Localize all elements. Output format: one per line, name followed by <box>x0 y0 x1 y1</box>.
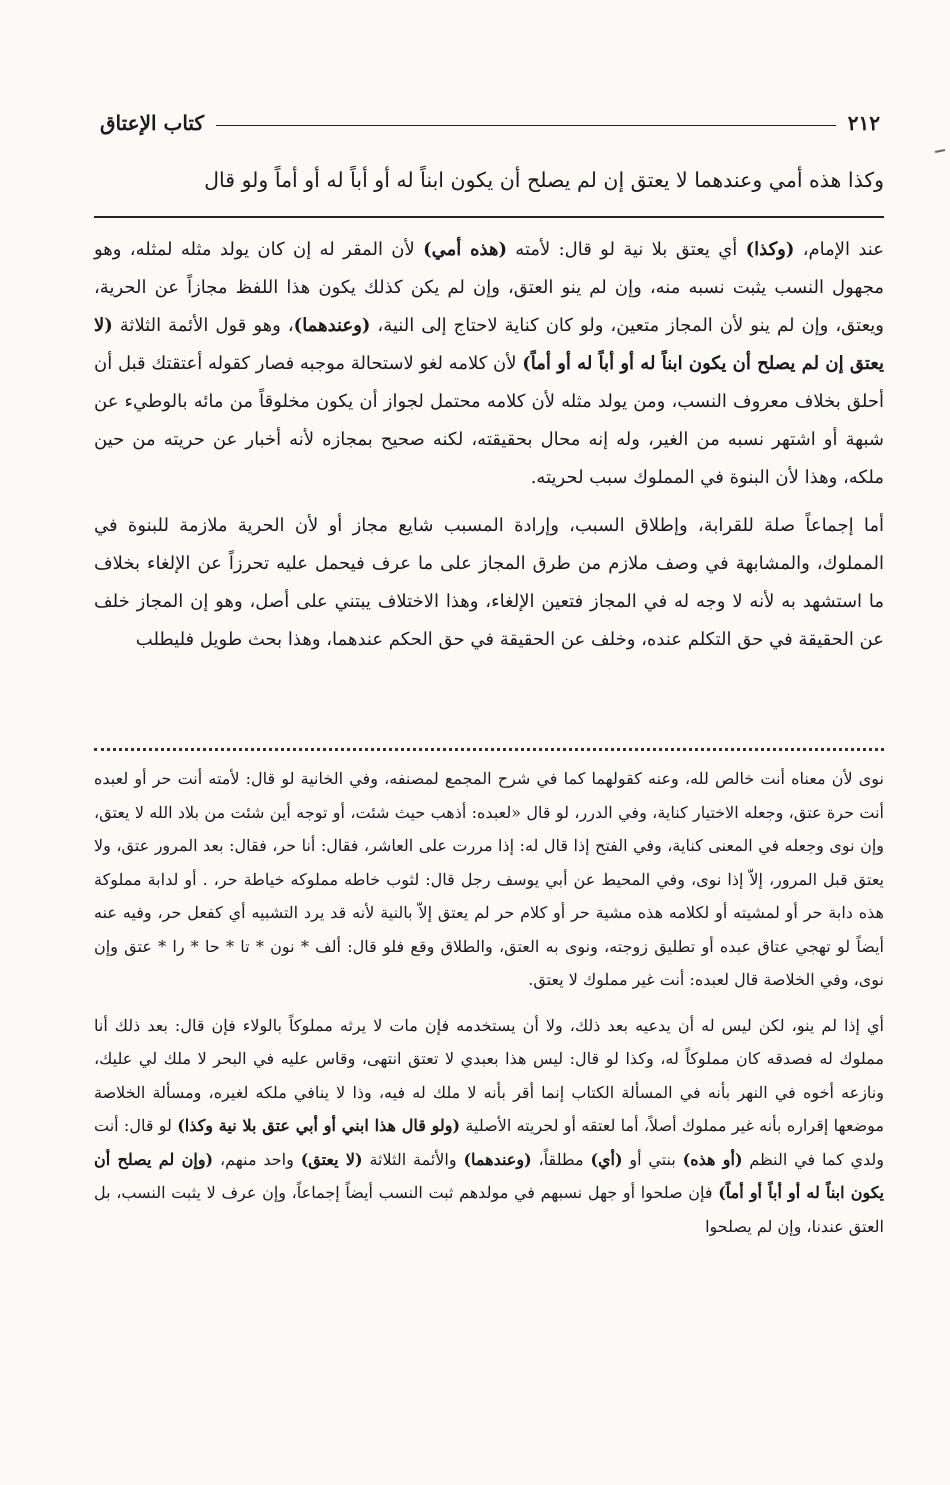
footnote-paragraph <box>94 1009 884 1244</box>
matn-quote: (ولو قال هذا ابني أو أبي عتق بلا نية وكذا) <box>177 1116 461 1135</box>
text-run: بنتي أو <box>622 1149 683 1169</box>
commentary-paragraph <box>94 231 884 497</box>
commentary-paragraph: أما إجماعاً صلة للقرابة، وإطلاق السبب، وإرادة المسبب شايع مجاز أو لأن الحرية ملازمة للبنوة في المملوك، والمشابهة في وصف ملازم من طرق المجاز على ما عرف فيحمل عليه تحرزاً عن الإلغاء بخلاف ما استشهد به لأنه لا وجه له في المجاز فتعين الإلغاء، وهذا الاختلاف يبتني على أصل، وهو إن المجاز خلف عن الحقيقة في حق التكلم عنده، وخلف عن الحقيقة في حق الحكم عندهما، وهذا بحث طويل فليطلب <box>94 515 884 650</box>
matn-quote: (لا يعتق إن لم يصلح أن يكون ابناً له أو أباً له أو أماً) <box>94 315 884 374</box>
text-run: مطلقاً، <box>531 1149 591 1169</box>
text-run: لأن المقر له إن كان يولد مثله لمثله، وهو مجهول النسب يثبت نسبه منه، وإن لم ينو العتق، وإن لم يكن كذلك يكون هذا اللفظ مجازاً عن الحرية، ويعتق، وإن لم ينو لأن المجاز متعين، ولو كان كناية لاحتاج إلى النية، <box>94 239 884 336</box>
main-text-rule <box>94 216 884 218</box>
text-run: لأن كلامه لغو لاستحالة موجبه فصار كقوله أعتقتك قبل أن أحلق بخلاف معروف النسب، ومن يولد مثله لأن كلامه محتمل لجواز أن يكون مخلوقاً من مائه بالوطيء عن شبهة أو اشتهر نسبه من الغير، وله إنه محال بحقيقته، لكنه صحيح بمجازه لأنه أخبار عن حريته من حين ملكه، وهذا لأن البنوة في المملوك سبب لحريته. <box>94 353 884 488</box>
text-run: أي يعتق بلا نية لو قال: لأمته <box>506 239 746 260</box>
margin-mark <box>935 149 945 153</box>
matn-quote: (لا يعتق) <box>300 1149 363 1169</box>
text-run: ، وهو قول الأئمة الثلاثة <box>112 315 294 336</box>
matn-quote: (أي) <box>590 1149 623 1169</box>
footnotes <box>94 762 884 1255</box>
main-text: وكذا هذه أمي وعندهما لا يعتق إن لم يصلح أن يكون ابناً له أو أباً له أو أماً ولو قال <box>204 168 884 192</box>
matn-quote: (وعندهما) <box>293 315 371 336</box>
text-run: فإن صلحوا أو جهل نسبهم في مولدهم ثبت النسب أيضاً إجماعاً، وإن عرف لا يثبت النسب، بل العتق عندنا، وإن لم يصلحوا <box>94 1183 884 1236</box>
page-header <box>100 108 880 138</box>
chapter-title: كتاب الإعتاق <box>100 111 204 135</box>
text-run: لو قال: أنت ولدي كما في النظم <box>94 1116 885 1169</box>
page-number: ٢١٢ <box>847 111 880 135</box>
matn-quote: (وعندهما) <box>463 1149 532 1169</box>
text-run: أي إذا لم ينو، لكن ليس له أن يدعيه بعد ذلك، ولا أن يستخدمه فإن مات لا يرثه مملوكاً بالولاء فإن قال: بعد ذلك أنا مملوك له فصدقه كان مملوكاً له، وكذا لو قال: ليس هذا بعبدي لا تعتق انتهى، وقاس عليه في البحر لا ملك لي عليك، ونازعه أخوه في النهر بأنه في المسألة الكتاب إنما أقر بأنه لا ملك له فيه، وذا لا ينافي ملكه لغيره، ومسألة الخلاصة موضعها إقراره بأنه غير مملوك أصلاً، أما لعتقه أو لحريته الأصلية <box>94 1015 885 1135</box>
footnote-paragraph: نوى لأن معناه أنت خالص لله، وعنه كقولهما كما في شرح المجمع لمصنفه، وفي الخانية لو قال: لأمته أنت حر أو لعبده أنت حرة عتق، وجعله الاختيار كناية، وفي الدرر، لو قال «لعبده: أذهب حيث شئت، أو توجه أين شئت من بلاد الله لا يعتق، وإن نوى وجعله في المعنى كناية، وفي الفتح إذا قال له: إذا مررت على العاشر، فقال: أنا حر، فقال: بعد المرور عتق، ولا يعتق قبل المرور، إلاّ إذا نوى، وفي المحيط عن أبي يوسف رجل قال: لثوب خاطه مملوكه خياطة حر، . أو لدابة مملوكة هذه دابة حر أو لمشيته أو لكلامه هذه مشية حر أو كلام حر لم يعتق إلاّ بالنية لأنه قد يرد التشبيه أي كفعل حر، وفيه عنه أيضاً لو تهجي عتاق عبده أو تطليق زوجته، ونوى به العتق، والطلاق وقع فلو قال: ألف * نون * تا * حا * را * عتق وإن نوى، وفي الخلاصة قال لعبده: أنت غير مملوك لا يعتق. <box>94 769 884 989</box>
commentary <box>94 231 884 661</box>
text-run: عند الإمام، <box>794 239 884 260</box>
matn-quote: (أو هذه) <box>682 1149 743 1169</box>
text-run: واحد منهم، <box>213 1149 301 1169</box>
matn-quote: (وكذا) <box>745 239 795 260</box>
matn-quote: (هذه أمي) <box>423 239 507 260</box>
footnote-separator <box>94 748 884 751</box>
matn-quote: (وإن لم يصلح أن يكون ابناً له أو أباً أو أماً) <box>94 1149 885 1202</box>
header-rule <box>216 125 836 126</box>
text-run: والأئمة الثلاثة <box>362 1149 464 1169</box>
